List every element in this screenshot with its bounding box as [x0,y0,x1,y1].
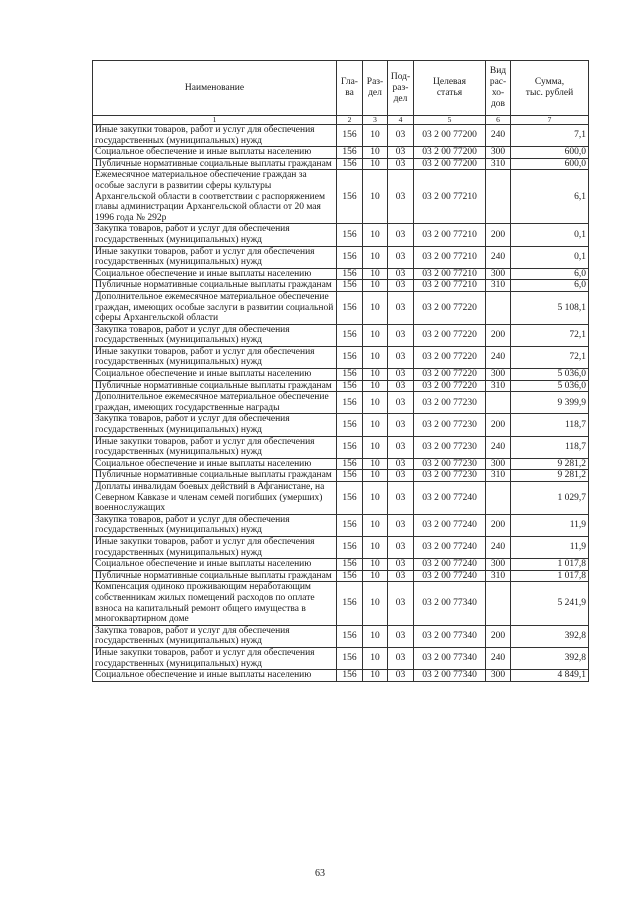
cell-target: 03 2 00 77340 [414,582,486,625]
cell-name: Доплаты инвалидам боевых действий в Афганистане, на Северном Кавказе и членам семей погибших (умерших) военнослужащих [93,482,337,515]
cell-target: 03 2 00 77230 [414,392,486,414]
cell-razdel: 10 [363,436,388,458]
header-sum: Сумма, тыс. рублей [511,61,589,116]
table-row [93,514,589,536]
table-row [93,268,589,280]
cell-name: Иные закупки товаров, работ и услуг для обеспечения государственных (муниципальных) нужд [93,436,337,458]
cell-podrazdel: 03 [388,380,414,392]
cell-name: Социальное обеспечение и иные выплаты населению [93,559,337,571]
table-row [93,158,589,170]
cell-name: Дополнительное ежемесячное материальное обеспечение граждан, имеющих государственные награды [93,392,337,414]
cell-vid: 300 [486,559,511,571]
cell-sum: 5 036,0 [511,369,589,381]
cell-glava: 156 [337,369,363,381]
cell-glava: 156 [337,647,363,669]
cell-name: Компенсация одиноко проживающим неработающим собственникам жилых помещений расходов по оплате взноса на капитальный ремонт общего имущества в многоквартирном доме [93,582,337,625]
cell-glava: 156 [337,170,363,224]
cell-target: 03 2 00 77220 [414,380,486,392]
cell-target: 03 2 00 77340 [414,670,486,682]
cell-podrazdel: 03 [388,414,414,436]
cell-sum: 5 036,0 [511,380,589,392]
cell-sum: 392,8 [511,647,589,669]
cell-glava: 156 [337,147,363,159]
cell-name: Дополнительное ежемесячное материальное обеспечение граждан, имеющих особые заслуги в развитии социальной сферы Архангельской области [93,291,337,324]
cell-glava: 156 [337,482,363,515]
header-podrazdel: Под- раз- дел [388,61,414,116]
cell-glava: 156 [337,224,363,246]
table-row [93,458,589,470]
cell-glava: 156 [337,436,363,458]
cell-name: Закупка товаров, работ и услуг для обеспечения государственных (муниципальных) нужд [93,414,337,436]
cell-vid: 300 [486,458,511,470]
cell-glava: 156 [337,392,363,414]
table-row [93,414,589,436]
cell-razdel: 10 [363,482,388,515]
cell-podrazdel: 03 [388,280,414,292]
cell-glava: 156 [337,414,363,436]
header-glava: Гла- ва [337,61,363,116]
column-number: 1 [93,116,337,125]
table-row [93,324,589,346]
cell-target: 03 2 00 77200 [414,158,486,170]
cell-razdel: 10 [363,268,388,280]
page-number: 63 [315,868,325,879]
cell-podrazdel: 03 [388,224,414,246]
cell-razdel: 10 [363,324,388,346]
cell-target: 03 2 00 77220 [414,291,486,324]
table-row [93,224,589,246]
cell-razdel: 10 [363,570,388,582]
cell-razdel: 10 [363,147,388,159]
cell-sum: 4 849,1 [511,670,589,682]
cell-podrazdel: 03 [388,147,414,159]
header-name: Наименование [93,61,337,116]
cell-sum: 11,9 [511,514,589,536]
cell-target: 03 2 00 77210 [414,246,486,268]
table-row [93,392,589,414]
cell-vid [486,291,511,324]
cell-name: Социальное обеспечение и иные выплаты населению [93,147,337,159]
cell-sum: 5 241,9 [511,582,589,625]
cell-sum: 7,1 [511,125,589,147]
cell-vid [486,482,511,515]
table-row [93,280,589,292]
cell-target: 03 2 00 77340 [414,625,486,647]
cell-name: Публичные нормативные социальные выплаты гражданам [93,158,337,170]
column-number: 4 [388,116,414,125]
table-row [93,625,589,647]
table-row [93,647,589,669]
cell-target: 03 2 00 77240 [414,570,486,582]
cell-vid: 200 [486,224,511,246]
cell-sum: 118,7 [511,414,589,436]
cell-podrazdel: 03 [388,369,414,381]
cell-target: 03 2 00 77240 [414,482,486,515]
cell-sum: 392,8 [511,625,589,647]
cell-podrazdel: 03 [388,470,414,482]
cell-name: Иные закупки товаров, работ и услуг для обеспечения государственных (муниципальных) нужд [93,536,337,558]
column-number: 6 [486,116,511,125]
table-row [93,346,589,368]
cell-sum: 9 399,9 [511,392,589,414]
table-row [93,582,589,625]
cell-podrazdel: 03 [388,536,414,558]
cell-podrazdel: 03 [388,647,414,669]
column-number: 5 [414,116,486,125]
cell-vid: 200 [486,625,511,647]
cell-target: 03 2 00 77210 [414,268,486,280]
cell-target: 03 2 00 77210 [414,170,486,224]
cell-razdel: 10 [363,514,388,536]
cell-podrazdel: 03 [388,570,414,582]
table-row [93,380,589,392]
cell-razdel: 10 [363,414,388,436]
cell-razdel: 10 [363,380,388,392]
cell-podrazdel: 03 [388,268,414,280]
cell-target: 03 2 00 77200 [414,147,486,159]
cell-glava: 156 [337,570,363,582]
cell-name: Иные закупки товаров, работ и услуг для обеспечения государственных (муниципальных) нужд [93,647,337,669]
cell-glava: 156 [337,268,363,280]
cell-name: Закупка товаров, работ и услуг для обеспечения государственных (муниципальных) нужд [93,625,337,647]
cell-razdel: 10 [363,158,388,170]
cell-sum: 5 108,1 [511,291,589,324]
cell-podrazdel: 03 [388,291,414,324]
header-vid: Вид рас- хо- дов [486,61,511,116]
cell-razdel: 10 [363,346,388,368]
cell-target: 03 2 00 77200 [414,125,486,147]
cell-vid: 240 [486,246,511,268]
column-number: 7 [511,116,589,125]
cell-glava: 156 [337,380,363,392]
cell-glava: 156 [337,458,363,470]
cell-sum: 600,0 [511,158,589,170]
cell-podrazdel: 03 [388,559,414,571]
cell-vid: 240 [486,536,511,558]
cell-razdel: 10 [363,170,388,224]
cell-name: Публичные нормативные социальные выплаты гражданам [93,570,337,582]
table-row [93,170,589,224]
cell-name: Публичные нормативные социальные выплаты гражданам [93,380,337,392]
cell-name: Социальное обеспечение и иные выплаты населению [93,670,337,682]
cell-glava: 156 [337,536,363,558]
cell-sum: 72,1 [511,346,589,368]
cell-glava: 156 [337,291,363,324]
cell-glava: 156 [337,324,363,346]
cell-glava: 156 [337,280,363,292]
cell-podrazdel: 03 [388,125,414,147]
cell-name: Ежемесячное материальное обеспечение граждан за особые заслуги в развитии сферы культуры Архангельской области в соответствии с распоряжением главы администрации Архангельской области от 20 мая 1996 года № 292р [93,170,337,224]
document-page [92,60,588,682]
cell-glava: 156 [337,514,363,536]
cell-sum: 72,1 [511,324,589,346]
cell-podrazdel: 03 [388,482,414,515]
cell-razdel: 10 [363,280,388,292]
cell-podrazdel: 03 [388,246,414,268]
cell-razdel: 10 [363,246,388,268]
cell-razdel: 10 [363,470,388,482]
cell-podrazdel: 03 [388,436,414,458]
cell-vid: 300 [486,268,511,280]
cell-vid: 200 [486,324,511,346]
header-row [93,61,589,116]
cell-vid: 300 [486,369,511,381]
table-row [93,536,589,558]
cell-vid: 200 [486,414,511,436]
cell-razdel: 10 [363,125,388,147]
cell-sum: 6,0 [511,280,589,292]
cell-razdel: 10 [363,291,388,324]
cell-sum: 9 281,2 [511,470,589,482]
cell-razdel: 10 [363,670,388,682]
cell-razdel: 10 [363,625,388,647]
column-number-row [93,116,589,125]
cell-sum: 6,0 [511,268,589,280]
table-row [93,147,589,159]
column-number: 3 [363,116,388,125]
header-target: Целевая статья [414,61,486,116]
table-row [93,470,589,482]
cell-vid: 240 [486,125,511,147]
cell-target: 03 2 00 77240 [414,536,486,558]
table-row [93,670,589,682]
cell-name: Закупка товаров, работ и услуг для обеспечения государственных (муниципальных) нужд [93,514,337,536]
cell-target: 03 2 00 77210 [414,280,486,292]
table-row [93,570,589,582]
cell-sum: 9 281,2 [511,458,589,470]
cell-sum: 118,7 [511,436,589,458]
column-number: 2 [337,116,363,125]
cell-razdel: 10 [363,369,388,381]
cell-razdel: 10 [363,458,388,470]
cell-target: 03 2 00 77230 [414,458,486,470]
cell-podrazdel: 03 [388,346,414,368]
cell-podrazdel: 03 [388,514,414,536]
table-row [93,291,589,324]
cell-glava: 156 [337,670,363,682]
cell-podrazdel: 03 [388,392,414,414]
cell-vid: 240 [486,647,511,669]
cell-target: 03 2 00 77230 [414,470,486,482]
cell-sum: 600,0 [511,147,589,159]
table-row [93,369,589,381]
cell-target: 03 2 00 77240 [414,514,486,536]
cell-podrazdel: 03 [388,170,414,224]
cell-name: Публичные нормативные социальные выплаты гражданам [93,470,337,482]
cell-vid: 310 [486,470,511,482]
cell-sum: 11,9 [511,536,589,558]
cell-razdel: 10 [363,392,388,414]
cell-sum: 1 017,8 [511,570,589,582]
cell-glava: 156 [337,158,363,170]
header-razdel: Раз- дел [363,61,388,116]
cell-sum: 1 029,7 [511,482,589,515]
table-row [93,559,589,571]
cell-vid: 300 [486,147,511,159]
budget-table [92,60,589,682]
cell-podrazdel: 03 [388,324,414,346]
cell-target: 03 2 00 77340 [414,647,486,669]
table-row [93,436,589,458]
cell-name: Социальное обеспечение и иные выплаты населению [93,369,337,381]
cell-target: 03 2 00 77220 [414,369,486,381]
cell-podrazdel: 03 [388,158,414,170]
cell-name: Закупка товаров, работ и услуг для обеспечения государственных (муниципальных) нужд [93,224,337,246]
table-body [93,125,589,682]
cell-vid: 310 [486,570,511,582]
cell-sum: 0,1 [511,246,589,268]
cell-razdel: 10 [363,559,388,571]
cell-glava: 156 [337,346,363,368]
cell-vid: 310 [486,158,511,170]
cell-name: Социальное обеспечение и иные выплаты населению [93,268,337,280]
cell-name: Публичные нормативные социальные выплаты гражданам [93,280,337,292]
cell-vid [486,170,511,224]
cell-podrazdel: 03 [388,458,414,470]
cell-target: 03 2 00 77220 [414,346,486,368]
cell-vid [486,392,511,414]
cell-name: Иные закупки товаров, работ и услуг для обеспечения государственных (муниципальных) нужд [93,246,337,268]
cell-target: 03 2 00 77230 [414,414,486,436]
table-row [93,246,589,268]
table-row [93,125,589,147]
cell-target: 03 2 00 77240 [414,559,486,571]
cell-name: Закупка товаров, работ и услуг для обеспечения государственных (муниципальных) нужд [93,324,337,346]
cell-glava: 156 [337,246,363,268]
cell-razdel: 10 [363,647,388,669]
cell-vid [486,582,511,625]
cell-podrazdel: 03 [388,625,414,647]
cell-vid: 200 [486,514,511,536]
cell-sum: 0,1 [511,224,589,246]
cell-vid: 240 [486,436,511,458]
cell-glava: 156 [337,125,363,147]
cell-glava: 156 [337,625,363,647]
table-row [93,482,589,515]
cell-glava: 156 [337,559,363,571]
cell-vid: 310 [486,380,511,392]
cell-vid: 300 [486,670,511,682]
cell-glava: 156 [337,470,363,482]
cell-target: 03 2 00 77230 [414,436,486,458]
cell-name: Иные закупки товаров, работ и услуг для обеспечения государственных (муниципальных) нужд [93,346,337,368]
cell-razdel: 10 [363,536,388,558]
cell-sum: 6,1 [511,170,589,224]
cell-glava: 156 [337,582,363,625]
cell-sum: 1 017,8 [511,559,589,571]
cell-razdel: 10 [363,224,388,246]
cell-podrazdel: 03 [388,582,414,625]
cell-razdel: 10 [363,582,388,625]
cell-name: Социальное обеспечение и иные выплаты населению [93,458,337,470]
cell-podrazdel: 03 [388,670,414,682]
cell-vid: 240 [486,346,511,368]
cell-target: 03 2 00 77220 [414,324,486,346]
cell-name: Иные закупки товаров, работ и услуг для обеспечения государственных (муниципальных) нужд [93,125,337,147]
cell-vid: 310 [486,280,511,292]
cell-target: 03 2 00 77210 [414,224,486,246]
